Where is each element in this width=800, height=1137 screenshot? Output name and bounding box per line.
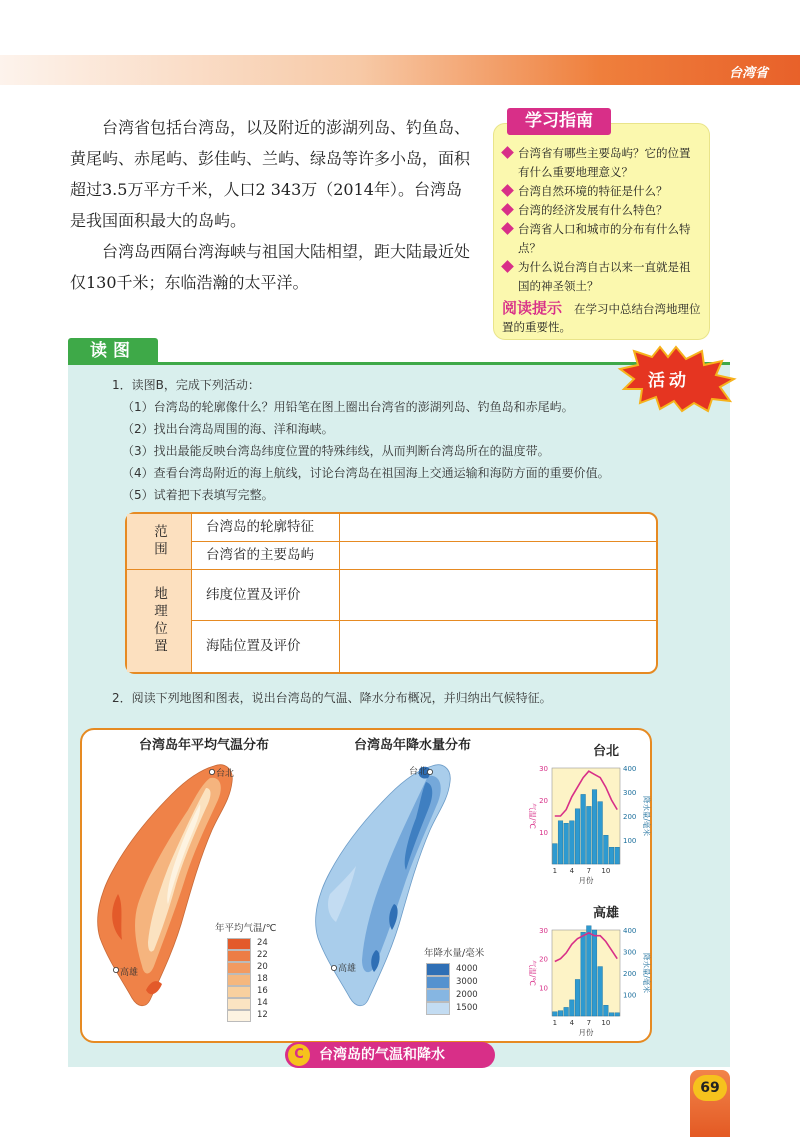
chart-taipei-title: 台北 — [593, 744, 620, 759]
precipitation-bar — [564, 823, 569, 864]
temperature-map-title: 台湾岛年平均气温分布 — [139, 738, 270, 753]
rain-map-city-taipei: 台北 — [409, 767, 428, 777]
x-tick-label: 1 — [552, 867, 558, 875]
city-marker-icon — [331, 965, 336, 970]
precipitation-bar — [553, 1012, 558, 1016]
activity-label: 活动 — [648, 371, 690, 391]
x-tick-label: 4 — [569, 1019, 575, 1027]
intro-paragraph-1: 台湾省包括台湾岛，以及附近的澎湖列岛、钓鱼岛、黄尾屿、赤尾屿、彭佳屿、兰屿、绿岛等许多小岛，面积超过3.5万平方千米，人口2 343万（2014年）。台湾岛是我国面积最大的岛屿。 — [70, 118, 471, 230]
precipitation-bar — [570, 1000, 575, 1016]
guide-item — [502, 201, 701, 220]
table-answer-cell[interactable] — [340, 542, 656, 570]
temperature-legend-label: 14 — [257, 998, 268, 1008]
table-row-label: 台湾岛的轮廓特征 — [192, 514, 340, 542]
table-row-label: 海陆位置及评价 — [192, 621, 340, 672]
guide-item-text: 为什么说台湾自古以来一直就是祖国的神圣领土？ — [518, 260, 691, 293]
y-tick-label: 20 — [539, 955, 548, 964]
temperature-map — [92, 754, 242, 1010]
temperature-legend-swatch — [227, 938, 251, 950]
reading-tip-text: 在学习中总结台湾地理位置的重要性。 — [502, 302, 701, 334]
diamond-bullet-icon — [501, 203, 514, 216]
diamond-bullet-icon — [501, 184, 514, 197]
temperature-legend-label: 18 — [257, 974, 268, 984]
precipitation-bar — [598, 967, 603, 1016]
precipitation-bar — [587, 806, 592, 864]
task-item: （3）找出最能反映台湾岛纬度位置的特殊纬线，从而判断台湾岛所在的温度带。 — [122, 444, 550, 458]
precipitation-bar — [592, 790, 597, 864]
x-tick-label: 10 — [601, 1019, 611, 1027]
learning-guide-box — [493, 123, 710, 340]
precipitation-bar — [598, 802, 603, 864]
fill-in-table — [125, 512, 658, 674]
rainfall-legend-label: 2000 — [456, 989, 478, 1000]
temperature-legend-item — [227, 986, 297, 998]
rainfall-legend-title: 年降水量/毫米 — [424, 948, 485, 959]
read-map-tab: 读图 — [68, 338, 158, 364]
task-item: （1）台湾岛的轮廓像什么？用铅笔在图上圈出台湾省的澎湖列岛、钓鱼岛和赤尾屿。 — [122, 400, 574, 414]
y2-axis-label: 降水量/毫米 — [642, 795, 651, 837]
city-marker-icon — [113, 967, 118, 972]
guide-item-text: 台湾的经济发展有什么特色？ — [518, 203, 668, 217]
reading-tip-title: 阅读提示 — [502, 299, 563, 317]
y-tick-label: 20 — [539, 797, 548, 805]
y2-tick-label: 400 — [623, 927, 637, 935]
precipitation-bar — [609, 1013, 614, 1016]
temp-map-city-kaohsiung: 高雄 — [120, 968, 139, 978]
guide-item-text: 台湾自然环境的特征是什么？ — [518, 184, 668, 198]
table-answer-cell[interactable] — [340, 621, 656, 672]
y2-tick-label: 200 — [623, 970, 637, 978]
city-marker-icon — [427, 769, 432, 774]
precipitation-bar — [609, 847, 614, 864]
y-tick-label: 10 — [539, 829, 548, 837]
precipitation-bar — [615, 1013, 620, 1016]
temperature-legend-swatch — [227, 962, 251, 974]
climate-chart-kaohsiung — [522, 922, 650, 1042]
y2-tick-label: 100 — [623, 991, 637, 1000]
intro-text — [70, 112, 470, 298]
temperature-legend-swatch — [227, 950, 251, 962]
climate-figure-box — [80, 728, 652, 1043]
table-row-label: 台湾省的主要岛屿 — [192, 542, 340, 570]
temperature-legend-swatch — [227, 1010, 251, 1022]
temperature-legend-item — [227, 938, 297, 950]
temperature-legend-swatch — [227, 974, 251, 986]
guide-item — [502, 220, 701, 258]
reading-tip — [502, 299, 701, 336]
guide-item-text: 台湾省有哪些主要岛屿？它的位置有什么重要地理意义？ — [518, 146, 691, 179]
precipitation-bar — [604, 835, 609, 864]
chart-kaohsiung-title: 高雄 — [593, 906, 620, 921]
precipitation-bar — [604, 1005, 609, 1016]
y-axis-label: 气温/℃ — [528, 803, 537, 829]
temperature-legend-item — [227, 974, 297, 986]
y2-tick-label: 400 — [623, 765, 637, 773]
city-marker-icon — [209, 769, 214, 774]
rainfall-legend-swatch — [426, 963, 450, 976]
rain-map-city-kaohsiung: 高雄 — [338, 964, 357, 974]
header-band — [0, 55, 800, 85]
rainfall-legend-label: 1500 — [456, 1002, 478, 1013]
task-1-heading: 1．读图B，完成下列活动： — [112, 378, 260, 392]
precipitation-bar — [575, 979, 580, 1016]
task-2-text: 2．阅读下列地图和图表，说出台湾岛的气温、降水分布概况，并归纳出气候特征。 — [112, 691, 552, 705]
temperature-legend-label: 24 — [257, 938, 268, 948]
figure-caption — [285, 1042, 495, 1068]
temperature-legend-item — [227, 962, 297, 974]
y2-tick-label: 100 — [623, 837, 637, 845]
guide-item — [502, 258, 701, 296]
intro-paragraph-2: 台湾岛西隔台湾海峡与祖国大陆相望，距大陆最近处仅130千米；东临浩瀚的太平洋。 — [70, 242, 471, 292]
temperature-legend-label: 20 — [257, 962, 268, 972]
x-axis-label: 月份 — [578, 876, 594, 885]
table-group-location-label: 地理位置 — [151, 586, 167, 656]
climate-chart-taipei — [522, 760, 650, 890]
precipitation-bar — [564, 1007, 569, 1016]
table-group-scope-label: 范围 — [151, 524, 167, 559]
x-tick-label: 10 — [601, 867, 611, 875]
precipitation-bar — [575, 809, 580, 864]
precipitation-bar — [558, 1011, 563, 1016]
temp-map-city-taipei: 台北 — [216, 769, 235, 779]
x-tick-label: 7 — [586, 867, 592, 875]
guide-item — [502, 144, 701, 182]
rainfall-legend-item — [426, 1002, 496, 1015]
temperature-legend-swatch — [227, 998, 251, 1010]
rainfall-map-title: 台湾岛年降水量分布 — [354, 738, 472, 753]
precipitation-bar — [615, 847, 620, 864]
figure-badge: C — [288, 1044, 310, 1066]
task-list — [112, 374, 712, 506]
temperature-legend-label: 16 — [257, 986, 268, 996]
temperature-legend-item — [227, 1010, 297, 1022]
rainfall-legend-label: 3000 — [456, 976, 478, 987]
x-axis-label: 月份 — [578, 1028, 594, 1037]
precipitation-bar — [581, 932, 586, 1016]
precipitation-bar — [558, 821, 563, 864]
y-tick-label: 30 — [539, 765, 548, 773]
table-group-location — [127, 570, 192, 672]
y2-tick-label: 300 — [623, 948, 637, 957]
table-group-scope — [127, 514, 192, 570]
x-tick-label: 1 — [552, 1019, 558, 1027]
temperature-legend-item — [227, 998, 297, 1010]
table-answer-cell[interactable] — [340, 514, 656, 542]
rainfall-legend-item — [426, 963, 496, 976]
y2-tick-label: 300 — [623, 789, 637, 797]
temperature-legend-label: 12 — [257, 1010, 268, 1020]
figure-caption-text: 台湾岛的气温和降水 — [319, 1047, 445, 1063]
rainfall-legend-item — [426, 989, 496, 1002]
temperature-legend-label: 22 — [257, 950, 268, 960]
precipitation-bar — [587, 926, 592, 1016]
precipitation-bar — [592, 930, 597, 1016]
temperature-legend-title: 年平均气温/℃ — [215, 923, 277, 934]
temperature-legend-item — [227, 950, 297, 962]
rainfall-legend-swatch — [426, 989, 450, 1002]
rainfall-legend-swatch — [426, 976, 450, 989]
y-axis-label: 气温/℃ — [528, 960, 537, 986]
x-tick-label: 7 — [586, 1019, 592, 1027]
plot-area — [552, 930, 620, 1016]
precipitation-bar — [553, 844, 558, 864]
table-answer-cell[interactable] — [340, 570, 656, 621]
learning-guide-title: 学习指南 — [507, 108, 611, 135]
diamond-bullet-icon — [501, 260, 514, 273]
rainfall-legend-label: 4000 — [456, 963, 478, 974]
y2-tick-label: 200 — [623, 813, 637, 821]
guide-item — [502, 182, 701, 201]
chapter-title: 台湾省 — [728, 66, 768, 81]
y-tick-label: 30 — [539, 927, 548, 935]
diamond-bullet-icon — [501, 146, 514, 159]
y2-axis-label: 降水量/毫米 — [642, 952, 651, 994]
precipitation-bar — [581, 794, 586, 864]
temperature-legend-swatch — [227, 986, 251, 998]
precipitation-bar — [570, 821, 575, 864]
table-row-label: 纬度位置及评价 — [192, 570, 340, 621]
y-tick-label: 10 — [539, 984, 548, 993]
guide-item-text: 台湾省人口和城市的分布有什么特点？ — [518, 222, 691, 255]
rainfall-legend-item — [426, 976, 496, 989]
task-item: （2）找出台湾岛周围的海、洋和海峡。 — [122, 422, 334, 436]
task-item: （4）查看台湾岛附近的海上航线，讨论台湾岛在祖国海上交通运输和海防方面的重要价值。 — [122, 466, 610, 480]
rainfall-legend-swatch — [426, 1002, 450, 1015]
diamond-bullet-icon — [501, 222, 514, 235]
x-tick-label: 4 — [569, 867, 575, 875]
task-item: （5）试着把下表填写完整。 — [122, 488, 274, 502]
page-number: 69 — [693, 1075, 727, 1101]
